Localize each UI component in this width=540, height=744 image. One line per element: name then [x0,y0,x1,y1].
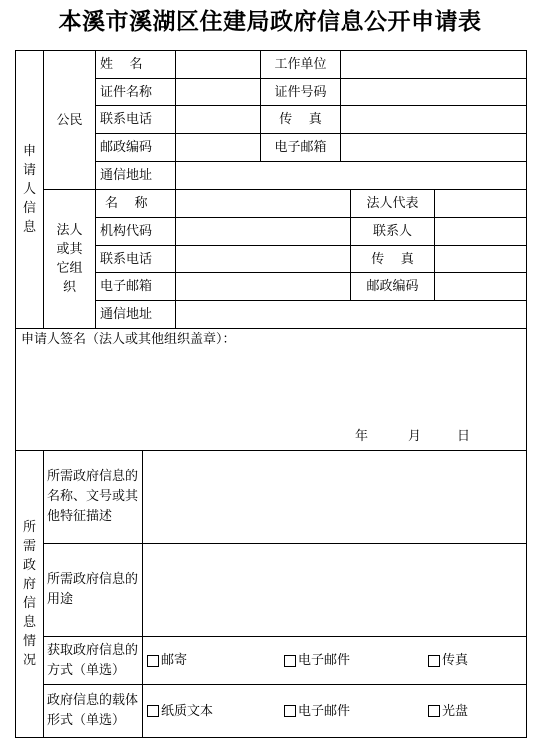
info-purpose-label: 所需政府信息的用途 [47,572,139,607]
info-method-label: 获取政府信息的方式（单选） [47,642,139,678]
org-code-label: 机构代码 [100,224,153,239]
org-contact-label: 联系人 [372,224,412,239]
carrier-option-paper[interactable]: 纸质文本 [147,685,277,737]
citizen-id-number-label: 证件号码 [274,84,327,100]
divider [43,450,44,738]
citizen-fax-label: 传 真 [279,112,322,127]
carrier-option-disc[interactable]: 光盘 [428,685,518,737]
checkbox-icon[interactable] [284,705,296,717]
info-carrier-label: 政府信息的载体形式（单选） [47,693,139,728]
org-fax-label: 传 真 [371,251,414,267]
method-option-email[interactable]: 电子邮件 [284,637,414,684]
citizen-postcode-label: 邮政编码 [100,140,153,155]
citizen-name-input[interactable] [176,51,260,78]
org-address-label: 通信地址 [100,307,153,322]
org-phone-label: 联系电话 [100,251,153,267]
citizen-id-name-label: 证件名称 [100,84,153,100]
citizen-fax-input[interactable] [341,106,526,133]
citizen-email-input[interactable] [341,134,526,161]
org-email-label: 电子邮箱 [100,279,153,294]
citizen-group-label: 公民 [56,112,83,128]
citizen-id-number-input[interactable] [341,79,526,105]
citizen-id-name-input[interactable] [176,79,260,105]
org-code-input[interactable] [176,218,350,245]
border-bottom [15,737,527,738]
checkbox-icon[interactable] [284,655,296,667]
info-purpose-input[interactable] [143,544,530,640]
org-name-input[interactable] [176,190,350,217]
org-name-label: 名 称 [105,196,148,211]
org-postcode-input[interactable] [435,273,526,300]
citizen-address-label: 通信地址 [100,168,153,183]
info-section-label: 所需政府信息情况 [22,520,36,668]
org-postcode-label: 邮政编码 [366,279,419,294]
application-form [15,50,527,738]
signature-year: 年 [355,429,369,444]
form-title: 本溪市溪湖区住建局政府信息公开申请表 [58,8,482,35]
signature-day: 日 [457,429,471,444]
org-fax-input[interactable] [435,246,526,272]
applicant-section-label: 申请人信息 [22,144,36,235]
org-legal-rep-input[interactable] [435,190,526,217]
citizen-postcode-input[interactable] [176,134,260,161]
citizen-phone-label: 联系电话 [100,112,153,127]
citizen-name-label: 姓 名 [100,57,143,72]
info-description-input[interactable] [143,451,530,547]
signature-area[interactable] [16,352,526,450]
citizen-work-unit-label: 工作单位 [274,57,327,72]
signature-month: 月 [408,429,422,444]
method-option-fax[interactable]: 传真 [428,637,518,684]
citizen-phone-input[interactable] [176,106,260,133]
org-email-input[interactable] [176,273,350,300]
signature-label: 申请人签名（法人或其他组织盖章）： [21,332,236,347]
checkbox-icon[interactable] [428,705,440,717]
info-description-label: 所需政府信息的名称、文号或其他特征描述 [47,469,139,524]
org-address-input[interactable] [176,301,526,328]
checkbox-icon[interactable] [147,705,159,717]
org-phone-input[interactable] [176,246,350,272]
organization-group-label: 法人或其它组织 [56,223,83,295]
citizen-work-unit-input[interactable] [341,51,526,78]
carrier-option-email[interactable]: 电子邮件 [284,685,414,737]
divider [15,328,527,329]
checkbox-icon[interactable] [147,655,159,667]
citizen-address-input[interactable] [176,162,526,189]
citizen-email-label: 电子邮箱 [274,140,327,155]
checkbox-icon[interactable] [428,655,440,667]
org-contact-input[interactable] [435,218,526,245]
org-legal-rep-label: 法人代表 [366,196,419,211]
method-option-mail[interactable]: 邮寄 [147,637,277,684]
